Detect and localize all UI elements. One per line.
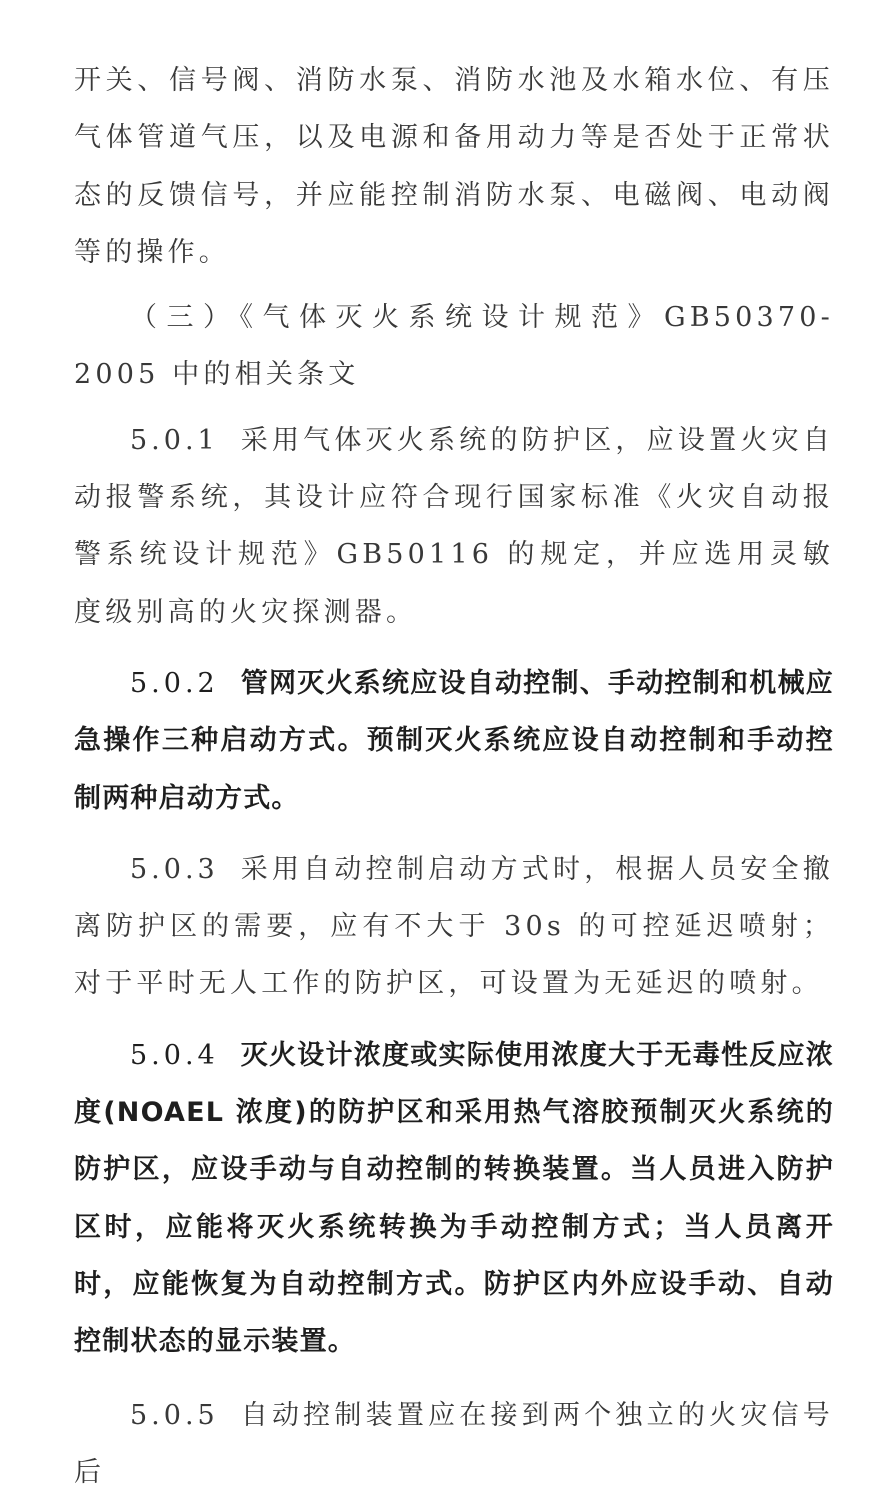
clause-number: 5.0.2	[130, 667, 219, 699]
clause-text: 自动控制装置应在接到两个独立的火灾信号后	[74, 1399, 834, 1488]
clause-text: 管网灭火系统应设自动控制、手动控制和机械应急操作三种启动方式。预制灭火系统应设自动控制和手动控制两种启动方式。	[74, 667, 834, 814]
clause-number: 5.0.3	[130, 853, 219, 885]
clause-number: 5.0.1	[130, 424, 219, 456]
clause-5-0-5	[74, 1387, 834, 1501]
document-page	[74, 52, 834, 1501]
clause-text: 采用自动控制启动方式时，根据人员安全撤离防护区的需要，应有不大于 30s 的可控延迟喷射；对于平时无人工作的防护区，可设置为无延迟的喷射。	[74, 853, 834, 1000]
clause-5-0-2	[74, 655, 834, 827]
clause-number: 5.0.5	[130, 1399, 219, 1431]
clause-5-0-1	[74, 412, 834, 641]
clause-number: 5.0.4	[130, 1039, 219, 1071]
clause-text: 采用气体灭火系统的防护区，应设置火灾自动报警系统，其设计应符合现行国家标准《火灾自动报警系统设计规范》GB50116 的规定，并应选用灵敏度级别高的火灾探测器。	[74, 424, 834, 628]
continuation-paragraph: 开关、信号阀、消防水泵、消防水池及水箱水位、有压气体管道气压，以及电源和备用动力等是否处于正常状态的反馈信号，并应能控制消防水泵、电磁阀、电动阀等的操作。	[74, 65, 834, 268]
clause-text: 灭火设计浓度或实际使用浓度大于无毒性反应浓度(NOAEL 浓度)的防护区和采用热气溶胶预制灭火系统的防护区，应设手动与自动控制的转换装置。当人员进入防护区时，应能将灭火系统转换为手动控制方式；当人员离开时，应能恢复为自动控制方式。防护区内外应设手动、自动控制状态的显示装置。	[74, 1039, 834, 1358]
section-heading: （三）《气体灭火系统设计规范》GB50370-2005 中的相关条文	[74, 302, 834, 391]
clause-5-0-3	[74, 841, 834, 1013]
clause-5-0-4	[74, 1027, 834, 1371]
